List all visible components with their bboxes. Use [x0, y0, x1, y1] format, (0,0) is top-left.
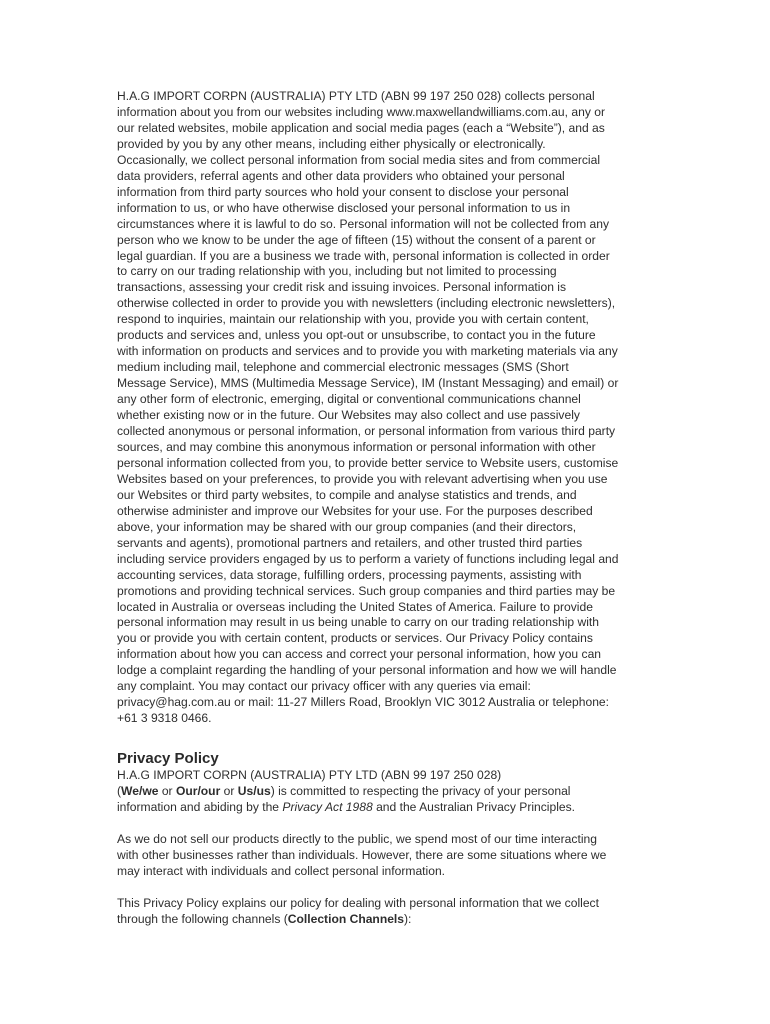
notice-line-32: promotions and providing technical services. Such group companies and third parties may be — [117, 583, 616, 598]
notice-line-1: H.A.G IMPORT CORPN (AUSTRALIA) PTY LTD (ABN 99 197 250 028) collects personal — [117, 89, 595, 103]
notice-line-16: products and services and, unless you opt-out or unsubscribe, to contact you in the future — [117, 328, 596, 343]
intro-line-3 — [117, 800, 662, 816]
notice-line-28: above, your information may be shared with our group companies (and their directors, — [117, 519, 577, 534]
para3-line-2-start: through the following channels ( — [117, 911, 288, 926]
notice-line-26: our Websites or third party websites, to compile and analyse statistics and trends, and — [117, 487, 577, 502]
notice-line-12: to carry on our trading relationship with you, including but not limited to processing — [117, 264, 557, 279]
notice-line-15: respond to inquiries, maintain our relationship with you, provide you with certain content, — [117, 312, 589, 327]
para2-line-1: As we do not sell our products directly to the public, we spend most of our time interacting — [117, 831, 597, 846]
notice-line-37: lodge a complaint regarding the handling of your personal information and how we will handle — [117, 663, 617, 678]
notice-line-19: Message Service), MMS (Multimedia Message Service), IM (Instant Messaging) and email) or — [117, 376, 619, 391]
intro-line-1: H.A.G IMPORT CORPN (AUSTRALIA) PTY LTD (ABN 99 197 250 028) — [117, 768, 502, 783]
term-our: Our/our — [175, 784, 221, 799]
notice-line-14: otherwise collected in order to provide you with newsletters (including electronic newsletters), — [117, 296, 616, 311]
notice-line-38: any complaint. You may contact our privacy officer with any queries via email: — [117, 679, 531, 694]
para2-line-3: may interact with individuals and collect personal information. — [117, 863, 446, 878]
notice-line-24: personal information collected from you, to provide better service to Website users, customise — [117, 455, 619, 470]
open-paren: ( — [117, 784, 122, 799]
notice-line-17: with information on products and services and to provide you with marketing materials via any — [117, 344, 618, 359]
notice-line-11: legal guardian. If you are a business we trade with, personal information is collected in order — [117, 248, 610, 263]
or-text-1: or — [158, 784, 176, 799]
privacy-policy-heading: Privacy Policy — [117, 750, 219, 768]
notice-line-13: transactions, assessing your credit risk and issuing invoices. Personal information is — [117, 280, 567, 295]
privacy-policy-intro — [117, 768, 662, 816]
notice-line-40: +61 3 9318 0466. — [117, 711, 212, 726]
notice-line-20: any other form of electronic, emerging, digital or conventional communications channel — [117, 392, 581, 407]
intro-line-3-start: information and abiding by the — [117, 800, 283, 815]
notice-line-18: medium including mail, telephone and commercial electronic messages (SMS (Short — [117, 360, 569, 375]
notice-line-39: privacy@hag.com.au or mail: 11-27 Millers Road, Brooklyn VIC 3012 Australia or telephone: — [117, 695, 610, 710]
notice-line-35: you or provide you with certain content, products or services. Our Privacy Policy contains — [117, 631, 593, 646]
notice-line-27: otherwise administer and improve our Websites for your use. For the purposes described — [117, 503, 593, 518]
notice-line-21: whether existing now or in the future. Our Websites may also collect and use passively — [117, 408, 580, 423]
privacy-act-name: Privacy Act 1988 — [282, 800, 373, 815]
collection-notice-paragraph — [117, 89, 662, 727]
notice-line-30: including service providers engaged by us to perform a variety of functions including legal and — [117, 551, 619, 566]
notice-line-9: circumstances where it is lawful to do so. Personal information will not be collected from any — [117, 216, 610, 231]
document-page — [117, 89, 662, 928]
notice-line-7: information from third party sources who hold your consent to disclose your personal — [117, 184, 569, 199]
notice-line-8: information to us, or who have otherwise disclosed your personal information to us in — [117, 200, 571, 215]
notice-line-3: our related websites, mobile application and social media pages (each a “Website”), and as — [117, 120, 605, 135]
para3-line-2 — [117, 912, 662, 928]
notice-line-34: personal information may result in us being unable to carry on our trading relationship with — [117, 615, 599, 630]
privacy-policy-paragraph-3 — [117, 896, 662, 928]
para3-line-1: This Privacy Policy explains our policy for dealing with personal information that we collect — [117, 895, 599, 910]
privacy-policy-paragraph-2 — [117, 832, 662, 880]
intro-line-3-end: and the Australian Privacy Principles. — [372, 800, 576, 815]
notice-line-4: provided by you by any other means, including either physically or electronically. — [117, 136, 546, 151]
notice-line-5: Occasionally, we collect personal information from social media sites and from commercial — [117, 152, 601, 167]
notice-line-6: data providers, referral agents and other data providers who obtained your personal — [117, 168, 565, 183]
term-us: Us/us — [237, 784, 271, 799]
notice-line-25: Websites based on your preferences, to provide you with relevant advertising when you use — [117, 471, 608, 486]
or-text-2: or — [220, 784, 238, 799]
term-collection-channels: Collection Channels — [287, 911, 405, 926]
notice-line-36: information about how you can access and correct your personal information, how you can — [117, 647, 602, 662]
notice-line-2: information about you from our websites including www.maxwellandwilliams.com.au, any or — [117, 104, 605, 119]
notice-line-29: servants and agents), promotional partners and retailers, and other trusted third parties — [117, 535, 583, 550]
notice-line-22: collected anonymous or personal information, or personal information from various third party — [117, 424, 616, 439]
notice-line-31: accounting services, data storage, fulfilling orders, processing payments, assisting with — [117, 567, 582, 582]
para2-line-2: with other businesses rather than individuals. However, there are some situations where we — [117, 847, 607, 862]
intro-line-2-rest: ) is committed to respecting the privacy of your personal — [270, 784, 571, 799]
para3-line-2-end: ): — [404, 911, 412, 926]
notice-line-23: sources, and may combine this anonymous information or personal information with other — [117, 439, 596, 454]
intro-line-2 — [117, 784, 662, 800]
term-we: We/we — [121, 784, 159, 799]
notice-line-10: person who we know to be under the age of fifteen (15) without the consent of a parent or — [117, 232, 596, 247]
notice-line-33: located in Australia or overseas including the United States of America. Failure to provide — [117, 599, 593, 614]
